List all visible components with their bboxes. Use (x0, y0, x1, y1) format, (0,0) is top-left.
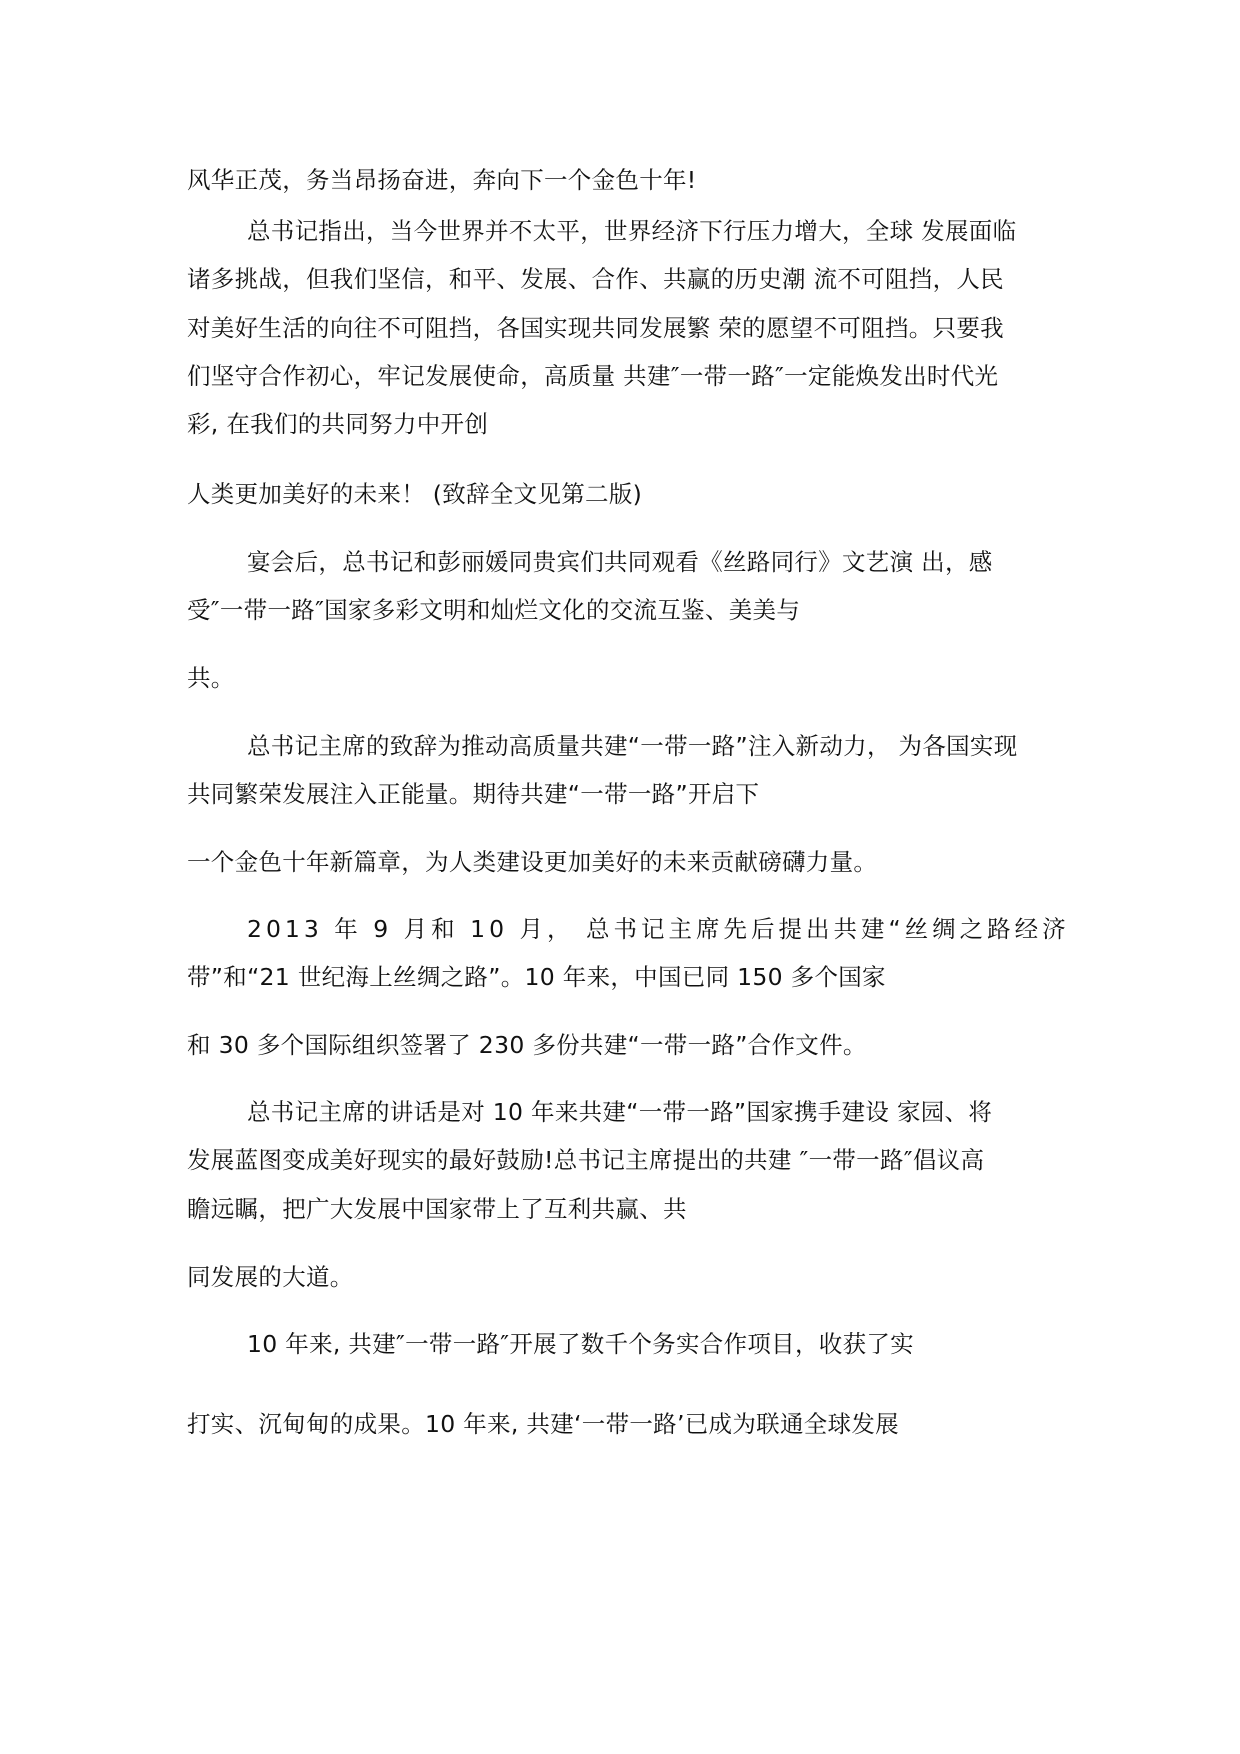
paragraph-line: 们坚守合作初心，牢记发展使命，高质量 共建″一带一路″一定能焕发出时代光 (187, 362, 999, 390)
paragraph-line: 和 30 多个国际组织签署了 230 多份共建“一带一路”合作文件。 (187, 1031, 867, 1059)
paragraph-line: 对美好生活的向往不可阻挡，各国实现共同发展繁 荣的愿望不可阻挡。只要我 (187, 314, 1004, 342)
paragraph-line: 一个金色十年新篇章，为人类建设更加美好的未来贡献磅礴力量。 (187, 848, 878, 876)
paragraph-line: 人类更加美好的未来！ (致辞全文见第二版) (187, 480, 643, 508)
paragraph-line: 瞻远瞩，把广大发展中国家带上了互利共赢、共 (187, 1195, 687, 1223)
paragraph-line: 同发展的大道。 (187, 1263, 354, 1291)
paragraph-line: 总书记主席的讲话是对 10 年来共建“一带一路”国家携手建设 家园、将 (247, 1098, 993, 1126)
paragraph-line: 发展蓝图变成美好现实的最好鼓励!总书记主席提出的共建 ″一带一路″倡议高 (187, 1146, 985, 1174)
paragraph-line: 宴会后，总书记和彭丽媛同贵宾们共同观看《丝路同行》文艺演 出，感 (247, 548, 993, 576)
paragraph-line: 彩, 在我们的共同努力中开创 (187, 410, 489, 438)
paragraph-line: 受″一带一路″国家多彩文明和灿烂文化的交流互鉴、美美与 (187, 596, 801, 624)
paragraph-line: 10 年来, 共建″一带一路″开展了数千个务实合作项目，收获了实 (247, 1330, 914, 1358)
paragraph-line: 打实、沉甸甸的成果。10 年来, 共建‘一带一路’已成为联通全球发展 (187, 1410, 899, 1438)
paragraph-line: 诸多挑战，但我们坚信，和平、发展、合作、共赢的历史潮 流不可阻挡，人民 (187, 265, 1004, 293)
paragraph-line: 共同繁荣发展注入正能量。期待共建“一带一路”开启下 (187, 780, 760, 808)
paragraph-line: 2013 年 9 月和 10 月， 总书记主席先后提出共建“丝绸之路经济 (247, 915, 1070, 943)
text-line: 风华正茂，务当昂扬奋进，奔向下一个金色十年! (187, 166, 697, 194)
paragraph-line: 带”和“21 世纪海上丝绸之路”。10 年来，中国已同 150 多个国家 (187, 963, 886, 991)
paragraph-line: 共。 (187, 664, 235, 692)
paragraph-line: 总书记指出，当今世界并不太平，世界经济下行压力增大，全球 发展面临 (247, 217, 1017, 245)
paragraph-line: 总书记主席的致辞为推动高质量共建“一带一路”注入新动力， 为各国实现 (247, 732, 1018, 760)
